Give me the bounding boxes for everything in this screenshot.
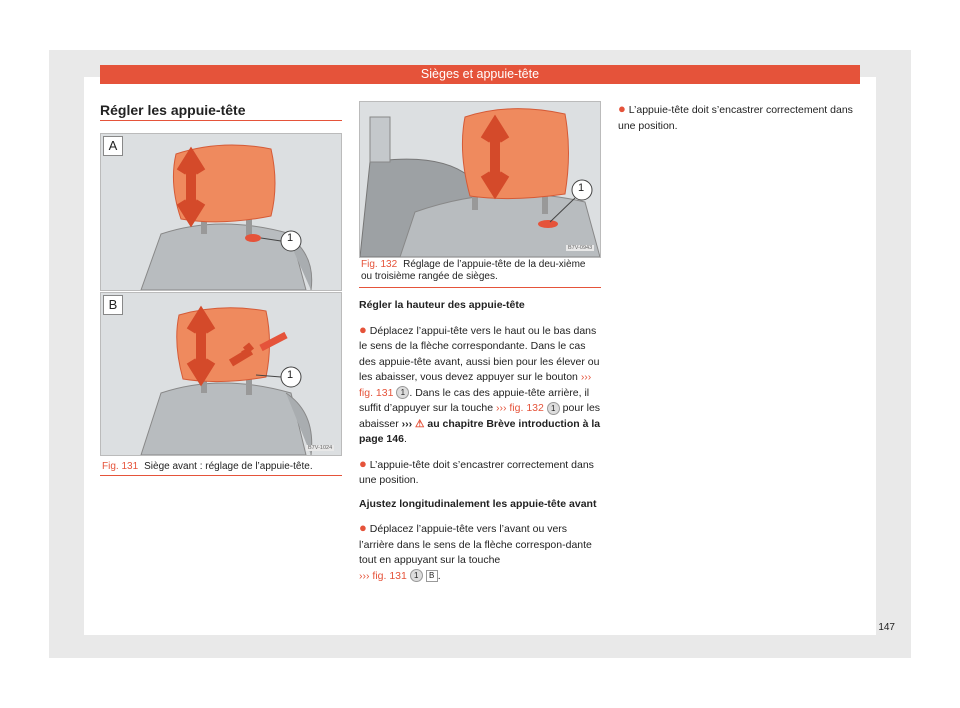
paragraph-lock	[359, 456, 601, 489]
headrest-front-illustration-b	[101, 293, 341, 455]
fig132-caption	[361, 259, 599, 283]
section-title: Régler les appuie-tête	[100, 102, 246, 118]
heading-longitudinal-adjust: Ajustez longitudinalement les appuie-tête avant	[359, 497, 597, 510]
panel-b-label: B	[426, 570, 438, 582]
fig132-code: B7V-0943	[568, 245, 593, 251]
chapter-header: Sièges et appuie-tête	[100, 65, 860, 84]
bullet: ●	[359, 321, 367, 337]
text: .	[403, 433, 407, 445]
fig131-callout-b: 1	[286, 369, 294, 381]
fig131-callout-a: 1	[286, 232, 294, 244]
callout-1: 1	[396, 386, 409, 399]
heading-height-adjust: Régler la hauteur des appuie-tête	[359, 299, 525, 311]
headrest-rear-illustration	[360, 102, 600, 257]
fig131-caption-text: Siège avant : réglage de l’appuie-tête.	[144, 461, 313, 472]
page-number: 147	[878, 622, 895, 633]
figure-132	[359, 101, 601, 258]
fig132-caption-rule	[359, 287, 601, 288]
warning-icon: ⚠	[415, 417, 425, 430]
fig131-caption-rule	[100, 475, 342, 476]
figure-131-panel-a	[100, 133, 342, 291]
link-fig132[interactable]: ››› fig. 132	[495, 402, 544, 414]
text: .	[437, 569, 441, 582]
text: Déplacez l’appuie-tête vers l’avant ou vers l’arrière dans le sens de la flèche correspon-dante tout en appuyant sur la touche	[359, 523, 592, 566]
panel-label-b: B	[103, 295, 123, 315]
text: L’appuie-tête doit s’encastrer correctement dans une position.	[359, 458, 594, 486]
text: . Dans le cas des appuie-tête arrière, il suffit d’appuyer sur la touche	[359, 386, 590, 414]
paragraph-height-adjust	[359, 322, 601, 448]
figure-131-panel-b	[100, 292, 342, 456]
text: Déplacez l’appui-tête vers le haut ou le bas dans le sens de la flèche correspondante. Dans le cas des appuie-tête avant, aussi bien pour les élever ou les abaisser, vous devez appuyer sur le bouton	[359, 324, 600, 383]
fig131-number: Fig. 131	[102, 461, 139, 472]
panel-label-a: A	[103, 136, 123, 156]
callout-1: 1	[547, 402, 560, 415]
column-2-text	[359, 298, 601, 592]
text: L’appuie-tête doit s’encastrer correctement dans une position.	[618, 104, 853, 132]
bold-reference[interactable]: au chapitre Brève introduction à la page 146	[359, 417, 601, 445]
column-3-text	[618, 101, 860, 142]
fig132-callout: 1	[577, 182, 585, 194]
bullet: ●	[359, 520, 367, 535]
fig132-number: Fig. 132	[361, 259, 398, 270]
fig132-caption-text: Réglage de l’appuie-tête de la deu-xième ou troisième rangée de sièges.	[361, 259, 586, 282]
link-warning[interactable]: ›››	[401, 417, 413, 430]
bullet: ●	[359, 455, 367, 471]
bullet: ●	[618, 101, 626, 116]
paragraph-lock-col3	[618, 101, 860, 134]
fig131-caption	[102, 461, 342, 473]
text: pour les abaisser	[359, 402, 601, 430]
callout-1: 1	[410, 569, 423, 582]
fig131-code: B7V-1024	[308, 445, 333, 451]
link-fig131[interactable]: ››› fig. 131	[359, 569, 407, 582]
paragraph-longitudinal	[359, 520, 601, 584]
link-fig131[interactable]: ››› fig. 131	[359, 371, 592, 399]
headrest-front-illustration-a	[101, 134, 341, 290]
section-title-rule	[100, 120, 342, 121]
